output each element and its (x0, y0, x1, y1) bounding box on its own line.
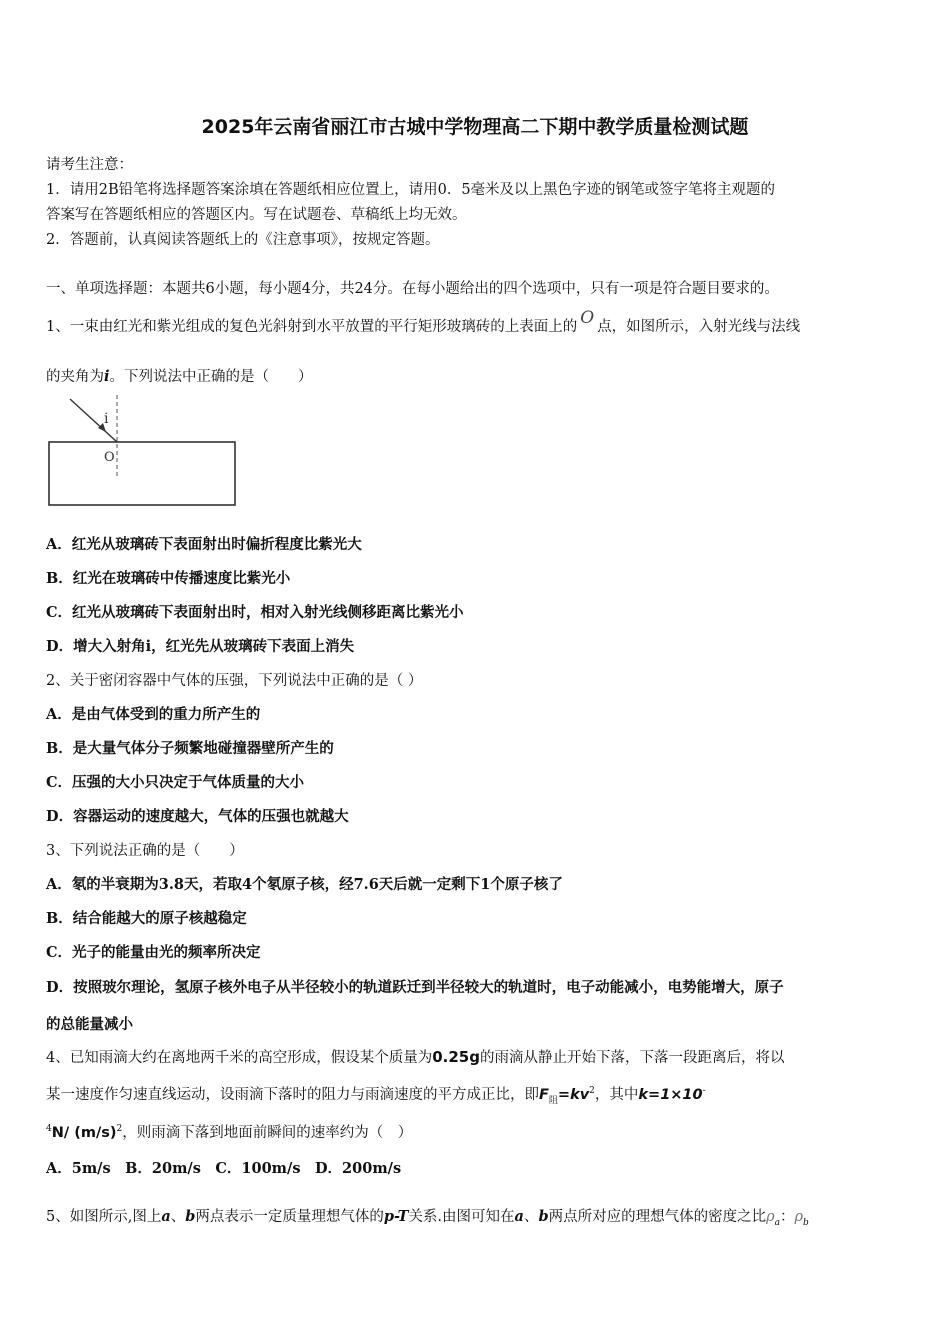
q3-stem: 3、下列说法正确的是（ ） (46, 843, 244, 859)
notice-item-1a: 1．请用2B铅笔将选择题答案涂填在答题纸相应位置上，请用0．5毫米及以上黑色字迹的钢笔或签字笔将主观题的 (46, 182, 776, 198)
q4-stem-e: ，则雨滴下落到地面前瞬间的速率约为（ ） (122, 1125, 413, 1141)
figure-label-i: i (104, 411, 109, 427)
q3-option-d-line1: D．按照玻尔理论，氢原子核外电子从半径较小的轨道跃迁到半径较大的轨道时，电子动能减小，电势能增大，原子 (46, 979, 784, 996)
page-title: 2025年云南省丽江市古城中学物理高二下期中教学质量检测试题 (201, 116, 749, 138)
q5-ratio-colon: ： (780, 1209, 795, 1225)
q4-stem-d: ，其中 (594, 1087, 639, 1103)
notice-heading: 请考生注意： (46, 157, 133, 173)
glass-brick (49, 442, 235, 505)
q1-point-o: O (580, 308, 595, 328)
q4-k-value: k=1×10 (638, 1087, 703, 1103)
q1-option-c: C．红光从玻璃砖下表面射出时，相对入射光线侧移距离比紫光小 (46, 604, 464, 621)
q4-force-symbol: F (539, 1087, 549, 1103)
q5-point-a: a (161, 1208, 171, 1225)
q1-stem-line2 (46, 365, 313, 386)
q2-option-d: D．容器运动的速度越大，气体的压强也就越大 (46, 808, 349, 825)
q1-stem-d: 。下列说法中正确的是（ ） (109, 369, 313, 385)
q5-rho-b: ρ (794, 1209, 804, 1225)
q5-rho-a-subscript: a (774, 1217, 780, 1228)
section-heading: 一、单项选择题：本题共6小题，每小题4分，共24分。在每小题给出的四个选项中，只有一项是符合题目要求的。 (46, 281, 779, 297)
q4-unit: N/ (m/s) (51, 1125, 117, 1141)
q5-point-a-2: a (514, 1208, 524, 1225)
q2-option-b: B．是大量气体分子频繁地碰撞器壁所产生的 (46, 740, 334, 757)
q5-stem (46, 1205, 809, 1228)
q2-stem: 2、关于密闭容器中气体的压强，下列说法中正确的是（ ） (46, 673, 423, 689)
q1-stem-line1 (46, 308, 801, 336)
q5-rho-a: ρ (766, 1209, 775, 1225)
q3-option-d-line2: 的总能量减小 (46, 1016, 133, 1033)
q4-force-subscript: 阻 (548, 1095, 558, 1106)
figure-label-o: O (104, 450, 115, 465)
q1-option-a: A．红光从玻璃砖下表面射出时偏折程度比紫光大 (46, 536, 362, 553)
q3-option-a: A．氡的半衰期为3.8天，若取4个氡原子核，经7.6天后就一定剩下1个原子核了 (46, 876, 563, 893)
notice-item-2: 2．答题前，认真阅读答题纸上的《注意事项》，按规定答题。 (46, 232, 440, 248)
q1-stem-b: 点，如图所示，入射光线与法线 (597, 319, 801, 335)
q5-separator-2: 、 (523, 1209, 539, 1225)
incident-ray (70, 399, 117, 442)
q4-stem-a: 4、已知雨滴大约在离地两千米的高空形成，假设某个质量为 (46, 1050, 433, 1066)
q2-option-a: A．是由气体受到的重力所产生的 (46, 706, 261, 723)
q4-stem-line1 (46, 1046, 784, 1067)
q5-stem-a: 5、如图所示,图上 (46, 1209, 162, 1225)
q3-option-b: B．结合能越大的原子核越稳定 (46, 910, 247, 927)
q5-pt-relation: p-T (383, 1208, 409, 1225)
q5-point-b: b (185, 1208, 196, 1225)
q4-options: A．5m/s B．20m/s C．100m/s D．200m/s (46, 1160, 402, 1177)
q4-stem-b: 的雨滴从静止开始下落，下落一段距离后，将以 (479, 1050, 785, 1066)
q4-stem-line3 (46, 1121, 412, 1142)
glass-brick-figure (46, 395, 246, 510)
q5-stem-c: 关系.由图可知在 (408, 1209, 515, 1225)
q4-exponent-sign: - (702, 1086, 706, 1097)
q5-rho-b-subscript: b (803, 1217, 809, 1228)
q4-mass: 0.25g (432, 1048, 480, 1066)
q1-option-b: B．红光在玻璃砖中传播速度比紫光小 (46, 570, 291, 587)
q4-unit-exponent: 2 (116, 1124, 123, 1135)
q4-square: 2 (589, 1086, 595, 1097)
q5-separator: 、 (170, 1209, 186, 1225)
q1-angle-i: i (104, 368, 110, 385)
q4-stem-c: 某一速度作匀速直线运动，设雨滴下落时的阻力与雨滴速度的平方成正比，即 (46, 1087, 539, 1103)
q4-exponent: 4 (46, 1124, 52, 1135)
q4-equation: =kv (557, 1087, 590, 1103)
q2-option-c: C．压强的大小只决定于气体质量的大小 (46, 774, 305, 791)
q1-option-d: D．增大入射角i，红光先从玻璃砖下表面上消失 (46, 638, 355, 655)
q5-stem-d: 两点所对应的理想气体的密度之比 (548, 1209, 767, 1225)
q1-stem-c: 的夹角为 (46, 369, 104, 385)
q1-stem-a: 1、一束由红光和紫光组成的复色光斜射到水平放置的平行矩形玻璃砖的上表面上的 (46, 319, 578, 335)
notice-item-1b: 答案写在答题纸相应的答题区内。写在试题卷、草稿纸上均无效。 (46, 207, 467, 223)
q4-stem-line2 (46, 1083, 706, 1106)
q3-option-c: C．光子的能量由光的频率所决定 (46, 944, 261, 961)
q5-stem-b: 两点表示一定质量理想气体的 (195, 1209, 384, 1225)
q5-point-b-2: b (538, 1208, 549, 1225)
